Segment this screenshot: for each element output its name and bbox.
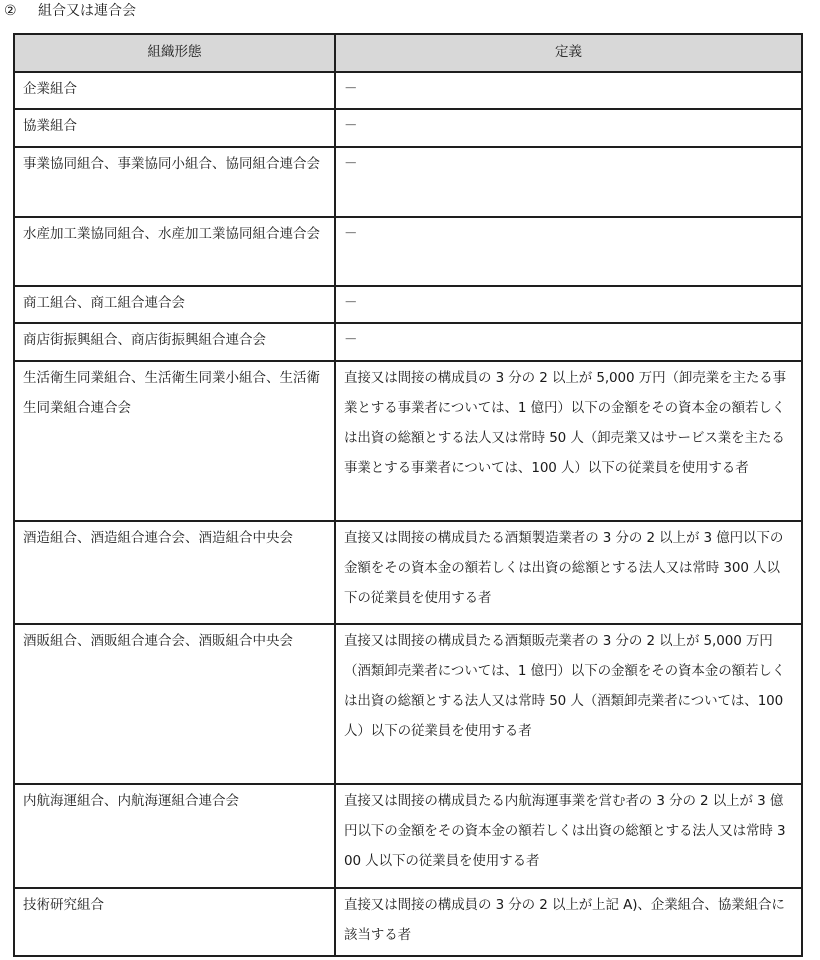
definition-cell: － (335, 323, 802, 361)
section-title: 組合又は連合会 (38, 3, 136, 19)
column-header-form: 組織形態 (14, 34, 335, 72)
definition-cell: － (335, 217, 802, 286)
form-cell: 内航海運組合、内航海運組合連合会 (14, 784, 335, 888)
form-cell: 技術研究組合 (14, 888, 335, 956)
table-row (14, 72, 802, 109)
table-header-row (14, 34, 802, 72)
table-row (14, 323, 802, 361)
table-row (14, 624, 802, 784)
table-row (14, 147, 802, 217)
form-cell: 企業組合 (14, 72, 335, 109)
form-cell: 生活衛生同業組合、生活衛生同業小組合、生活衛生同業組合連合会 (14, 361, 335, 521)
table-row (14, 361, 802, 521)
definition-cell: 直接又は間接の構成員の 3 分の 2 以上が 5,000 万円（卸売業を主たる事業とする事業者については、1 億円）以下の金額をその資本金の額若しくは出資の総額とする法人又は常時 50 人（卸売業又はサービス業を主たる事業とする事業者については、100 人）以下の従業員を使用する者 (335, 361, 802, 521)
definition-cell: 直接又は間接の構成員の 3 分の 2 以上が上記 A)、企業組合、協業組合に該当する者 (335, 888, 802, 956)
definition-cell: － (335, 147, 802, 217)
section-number: ② (4, 3, 17, 19)
section-heading (4, 0, 136, 22)
organization-definition-table (13, 33, 803, 957)
form-cell: 商工組合、商工組合連合会 (14, 286, 335, 323)
table-row (14, 888, 802, 956)
form-cell: 協業組合 (14, 109, 335, 147)
table-row (14, 286, 802, 323)
table-row (14, 217, 802, 286)
form-cell: 水産加工業協同組合、水産加工業協同組合連合会 (14, 217, 335, 286)
form-cell: 酒販組合、酒販組合連合会、酒販組合中央会 (14, 624, 335, 784)
definition-cell: 直接又は間接の構成員たる内航海運事業を営む者の 3 分の 2 以上が 3 億円以下の金額をその資本金の額若しくは出資の総額とする法人又は常時 300 人以下の従業員を使用する者 (335, 784, 802, 888)
definition-cell: － (335, 72, 802, 109)
table-row (14, 109, 802, 147)
form-cell: 事業協同組合、事業協同小組合、協同組合連合会 (14, 147, 335, 217)
definition-cell: － (335, 109, 802, 147)
column-header-definition: 定義 (335, 34, 802, 72)
definition-cell: 直接又は間接の構成員たる酒類製造業者の 3 分の 2 以上が 3 億円以下の金額をその資本金の額若しくは出資の総額とする法人又は常時 300 人以下の従業員を使用する者 (335, 521, 802, 624)
form-cell: 酒造組合、酒造組合連合会、酒造組合中央会 (14, 521, 335, 624)
definition-cell: － (335, 286, 802, 323)
form-cell: 商店街振興組合、商店街振興組合連合会 (14, 323, 335, 361)
table-row (14, 784, 802, 888)
table-row (14, 521, 802, 624)
definition-cell: 直接又は間接の構成員たる酒類販売業者の 3 分の 2 以上が 5,000 万円（酒類卸売業者については、1 億円）以下の金額をその資本金の額若しくは出資の総額とする法人又は常時 50 人（酒類卸売業者については、100 人）以下の従業員を使用する者 (335, 624, 802, 784)
